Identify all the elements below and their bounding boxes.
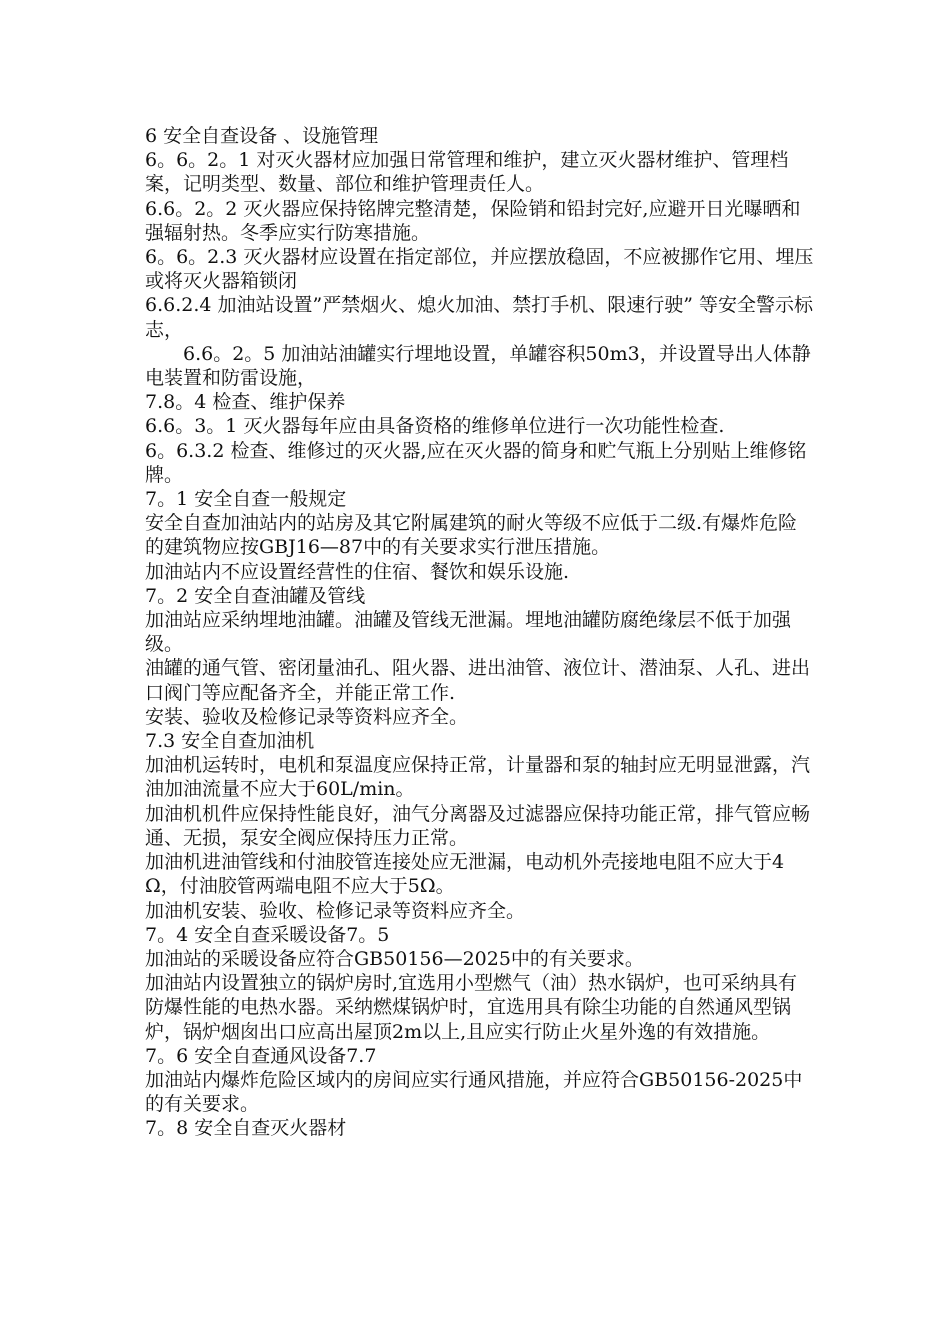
section-heading: 7。1 安全自查一般规定 xyxy=(145,488,347,511)
paragraph: 6.6.2.4 加油站设置”严禁烟火、熄火加油、禁打手机、限速行驶” 等安全警示标志， xyxy=(145,294,813,341)
section-heading: 7.8。4 检查、维护保养 xyxy=(145,391,346,414)
document-body xyxy=(145,124,815,1141)
section-heading: 6 安全自查设备 、设施管理 xyxy=(145,125,379,147)
section-heading: 7。4 安全自查采暖设备7。5 xyxy=(145,923,390,946)
paragraph: 油罐的通气管、密闭量油孔、阻火器、进出油管、液位计、潜油泵、人孔、进出口阀门等应配备齐全，并能正常工作. xyxy=(145,657,811,704)
paragraph: 加油机进油管线和付油胶管连接处应无泄漏，电动机外壳接地电阻不应大于4Ω，付油胶管两端电阻不应大于5Ω。 xyxy=(145,851,785,898)
paragraph: 加油站内设置独立的锅炉房时,宜选用小型燃气（油）热水锅炉，也可采纳具有防爆性能的电热水器。采纳燃煤锅炉时，宜选用具有除尘功能的自然通风型锅炉，锅炉烟囱出口应高出屋顶2m以上,且应实行防止火星外逸的有效措施。 xyxy=(145,972,798,1043)
paragraph: 6。6。2.3 灭火器材应设置在指定部位，并应摆放稳固，不应被挪作它用、埋压或将灭火器箱锁闭 xyxy=(145,246,814,293)
section-heading: 7。6 安全自查通风设备7.7 xyxy=(145,1044,377,1067)
section-heading: 7。2 安全自查油罐及管线 xyxy=(145,584,366,607)
section-heading: 7。8 安全自查灭火器材 xyxy=(145,1117,347,1140)
paragraph: 6.6。2。2 灭火器应保持铭牌完整清楚，保险销和铅封完好,应避开日光曝晒和强辐射热。冬季应实行防寒措施。 xyxy=(145,197,801,244)
paragraph: 加油站内爆炸危险区域内的房间应实行通风措施，并应符合GB50156-2025中的有关要求。 xyxy=(145,1068,803,1116)
paragraph: 6.6。3。1 灭火器每年应由具备资格的维修单位进行一次功能性检查. xyxy=(145,415,725,438)
paragraph: 加油站的采暖设备应符合GB50156—2025中的有关要求。 xyxy=(145,947,644,970)
paragraph: 6。6.3.2 检查、维修过的灭火器,应在灭火器的简身和贮气瓶上分别贴上维修铭牌。 xyxy=(145,439,807,486)
section-heading: 7.3 安全自查加油机 xyxy=(145,730,315,753)
paragraph: 加油机安装、验收、检修记录等资料应齐全。 xyxy=(145,899,526,922)
paragraph: 加油站应采纳埋地油罐。油罐及管线无泄漏。埋地油罐防腐绝缘层不低于加强级。 xyxy=(145,609,792,656)
paragraph: 安装、验收及检修记录等资料应齐全。 xyxy=(145,705,469,728)
paragraph: 加油机运转时，电机和泵温度应保持正常，计量器和泵的轴封应无明显泄露，汽油加油流量不应大于60L/min。 xyxy=(145,754,811,801)
paragraph: 加油机机件应保持性能良好，油气分离器及过滤器应保持功能正常，排气管应畅通、无损，泵安全阀应保持压力正常。 xyxy=(145,802,811,849)
paragraph: 加油站内不应设置经营性的住宿、餐饮和娱乐设施. xyxy=(145,560,570,583)
paragraph: 6.6。2。5 加油站油罐实行埋地设置，单罐容积50m3，并设置导出人体静电装置和防雷设施， xyxy=(145,342,811,390)
paragraph: 6。6。2。1 对灭火器材应加强日常管理和维护，建立灭火器材维护、管理档案，记明类型、数量、部位和维护管理责任人。 xyxy=(145,149,789,196)
paragraph: 安全自查加油站内的站房及其它附属建筑的耐火等级不应低于二级.有爆炸危险的建筑物应按GBJ16—87中的有关要求实行泄压措施。 xyxy=(145,512,798,559)
